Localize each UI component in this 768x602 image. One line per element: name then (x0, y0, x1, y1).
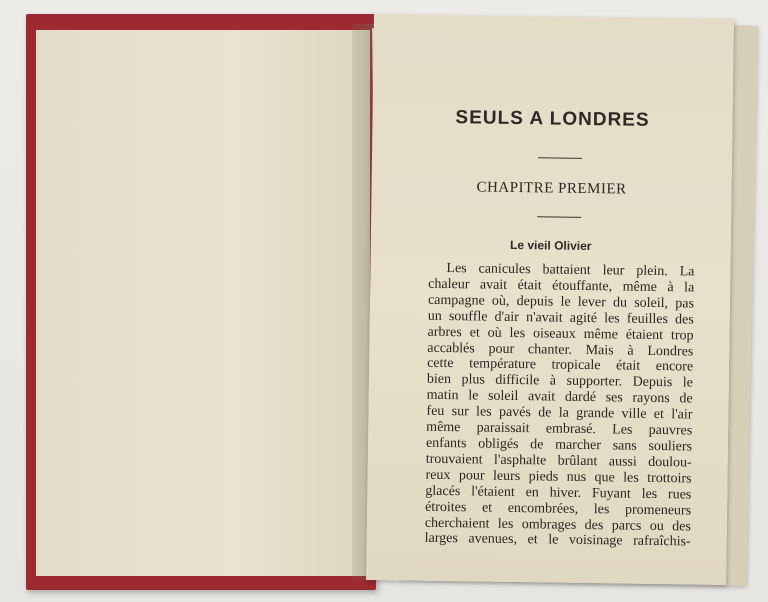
text-line: Les canicules battaient leur plein. La (446, 261, 695, 280)
text-line: trouvaient l'asphalte brûlant aussi doulou- (425, 451, 692, 471)
text-line: cherchaient les ombrages des parcs ou des (424, 515, 691, 534)
text-line: enfants obligés de marcher sans souliers (425, 435, 693, 455)
body-text (425, 261, 695, 551)
text-line: larges avenues, et le voisinage rafraîchis- (424, 531, 691, 550)
book-page (366, 14, 734, 585)
text-line: reux pour leurs pieds nus que les trottoirs (425, 467, 692, 487)
text-line: un souffle d'air n'avait agité les feuilles des (427, 308, 694, 328)
text-line: arbres et où les oiseaux même étaient trop (427, 324, 694, 344)
title-rule (538, 157, 582, 159)
book-title: SEULS A LONDRES (455, 107, 650, 131)
text-line: même paraissait embrasé. Les pauvres (426, 419, 693, 439)
endpaper (36, 30, 370, 576)
text-line: chaleur avait était étouffante, même à la (428, 276, 695, 296)
text-line: accablés pour chanter. Mais à Londres (427, 340, 694, 360)
text-line: campagne où, depuis le lever du soleil, pas (427, 292, 695, 312)
text-line: feu sur les pavés de la grande ville et l'air (426, 403, 693, 423)
section-title: Le vieil Olivier (510, 237, 592, 254)
text-line: cette température tropicale était encore (427, 356, 694, 375)
chapter-heading: CHAPITRE PREMIER (476, 179, 627, 198)
text-line: glacés l'étaient en hiver. Fuyant les rues (425, 483, 692, 503)
text-line: bien plus difficile à supporter. Depuis le (426, 372, 693, 391)
text-line: étroites et encombrées, les promeneurs (425, 499, 692, 519)
text-line: matin le soleil avait dardé ses rayons de (426, 388, 693, 407)
chapter-rule (537, 216, 581, 218)
